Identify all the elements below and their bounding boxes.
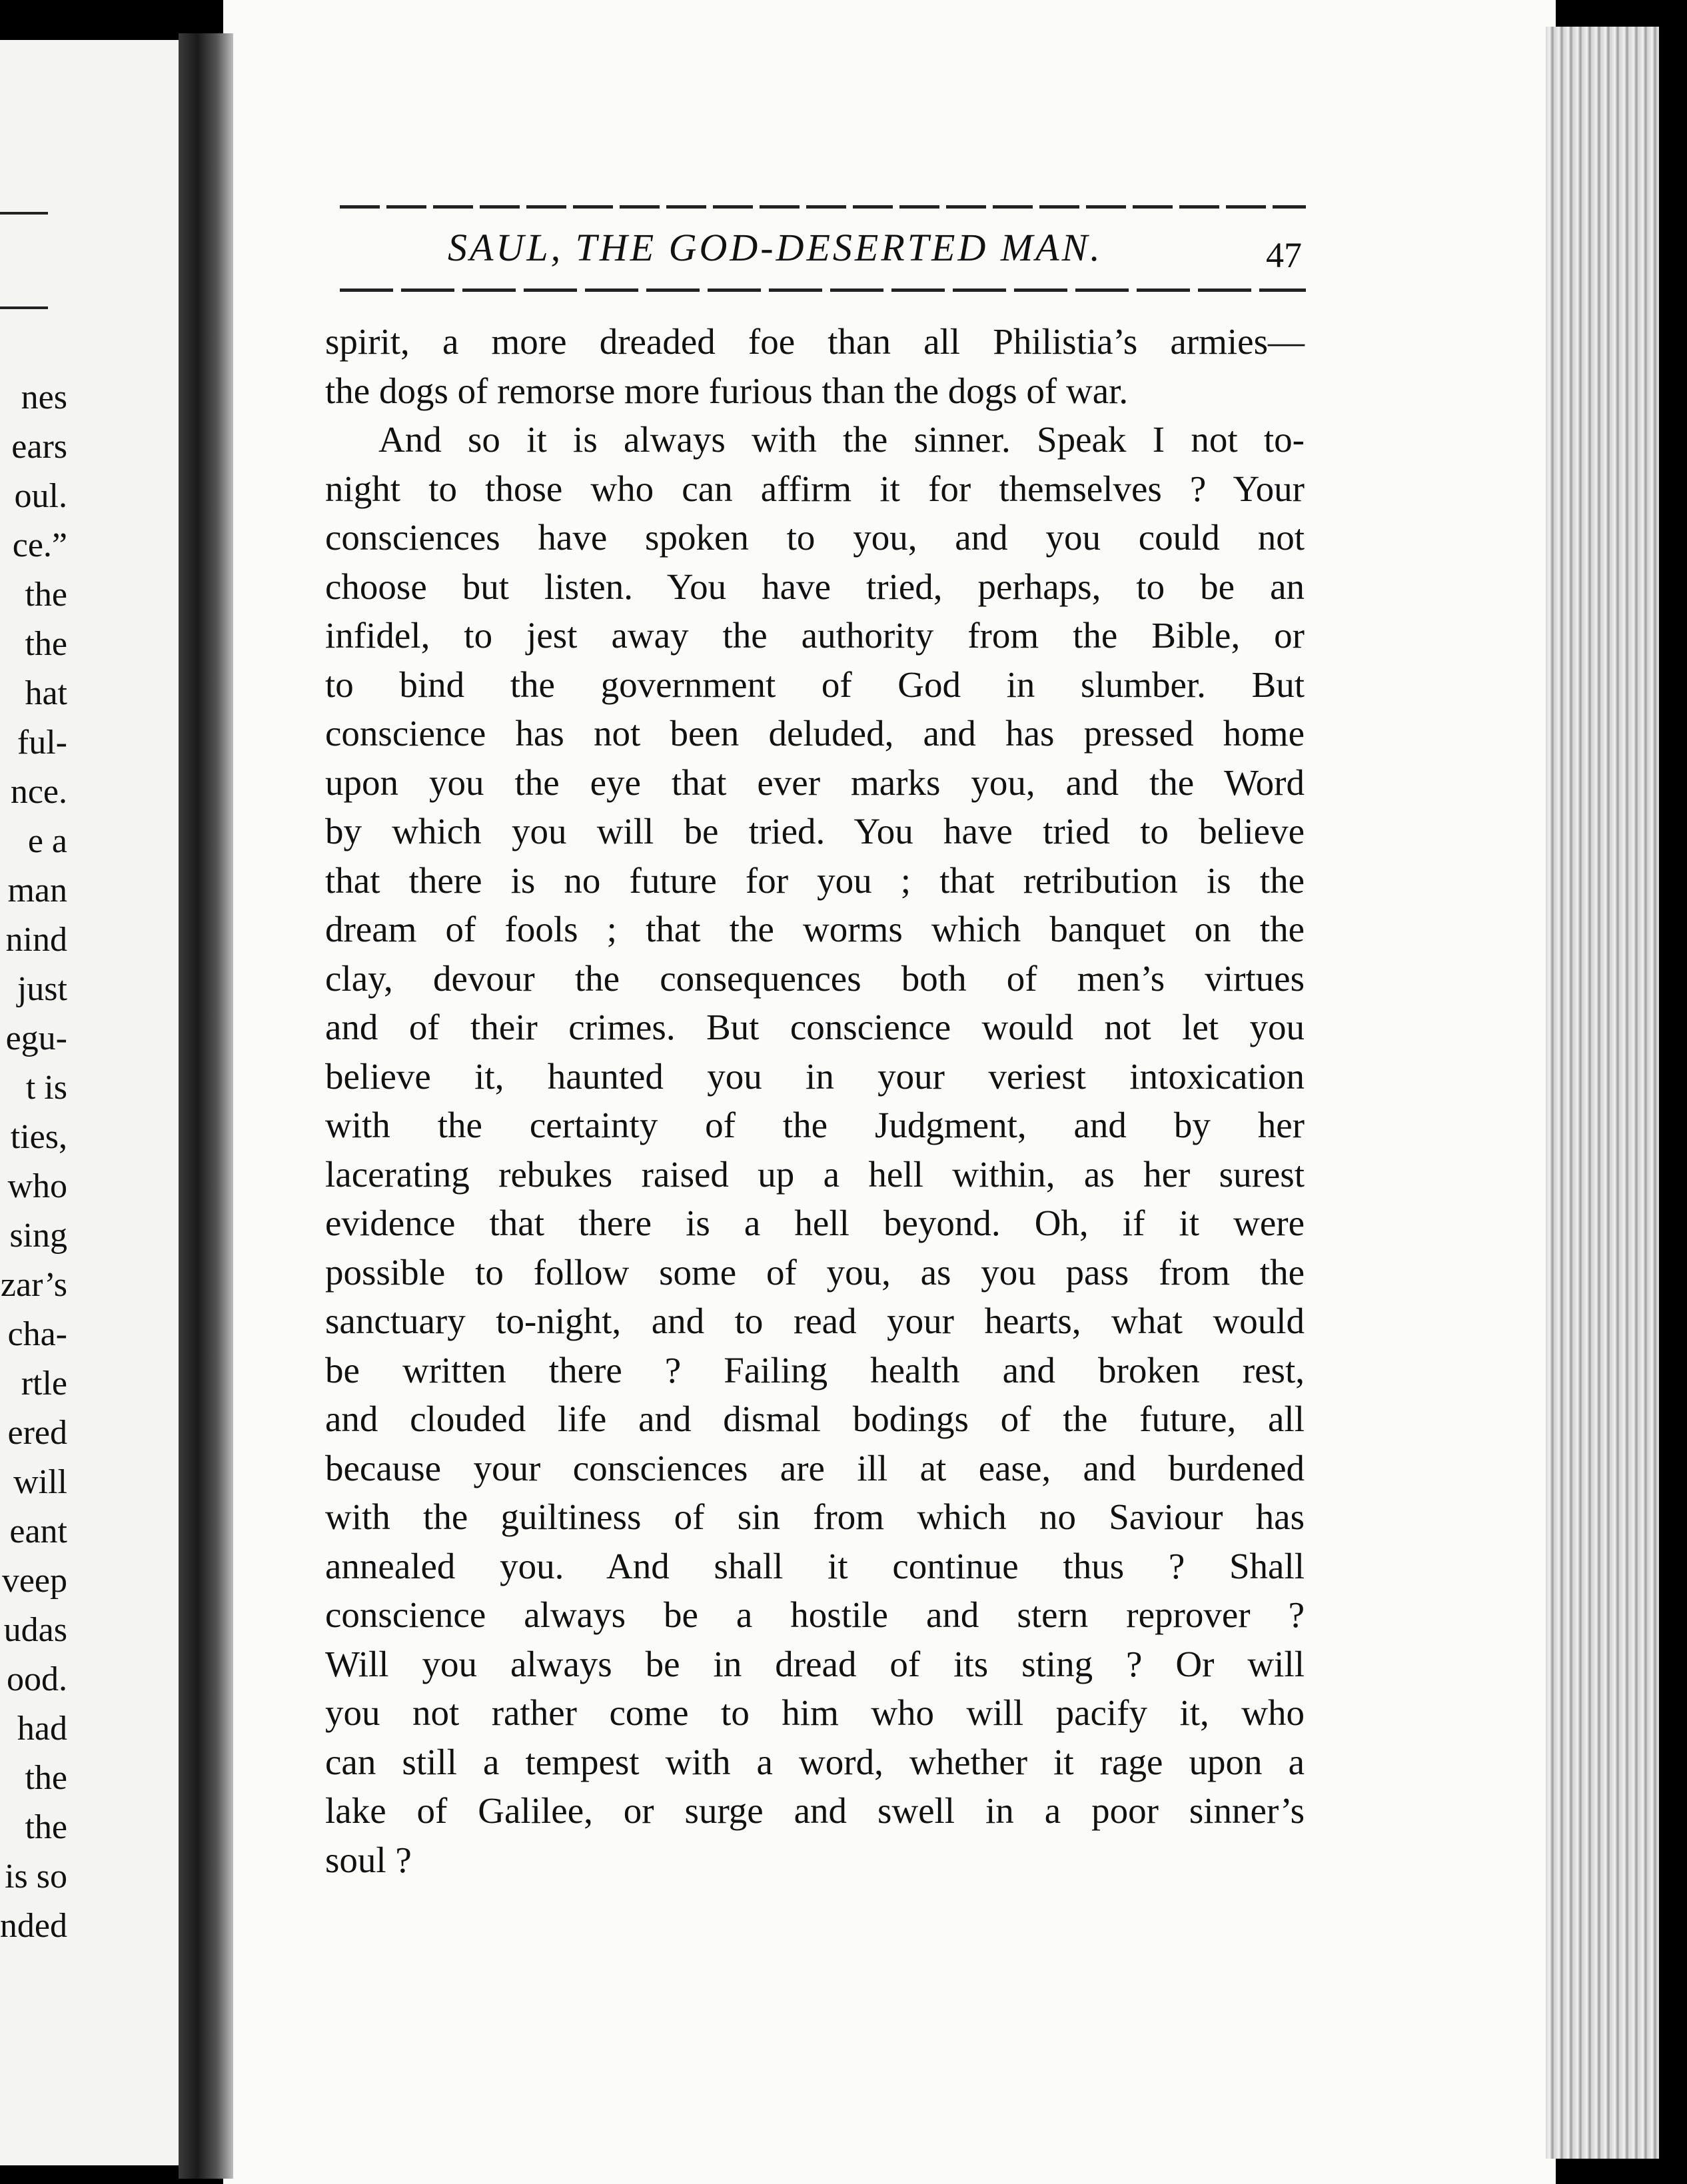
text-line: infidel, to jest away the authority from the Bible, or bbox=[325, 615, 1305, 656]
page-number: 47 bbox=[1266, 235, 1302, 275]
text-line: to bind the government of God in slumber. But bbox=[325, 664, 1305, 705]
left-page-line: nind bbox=[5, 921, 67, 959]
text-line: and clouded life and dismal bodings of the future, all bbox=[325, 1398, 1305, 1439]
left-page-line: oul. bbox=[14, 477, 67, 515]
text-line: consciences have spoken to you, and you could not bbox=[325, 517, 1305, 558]
text-line: by which you will be tried. You have tried to believe bbox=[325, 811, 1305, 851]
text-line: with the guiltiness of sin from which no Saviour has bbox=[325, 1496, 1305, 1537]
text-line: with the certainty of the Judgment, and by her bbox=[325, 1105, 1305, 1145]
left-page-line: the bbox=[25, 576, 67, 614]
text-line: because your consciences are ill at ease, and burdened bbox=[325, 1447, 1305, 1488]
text-line: possible to follow some of you, as you pass from the bbox=[325, 1251, 1305, 1293]
text-line: lacerating rebukes raised up a hell within, as her surest bbox=[325, 1153, 1305, 1195]
text-line: evidence that there is a hell beyond. Oh, if it were bbox=[325, 1203, 1305, 1243]
text-line: you not rather come to him who will pacify it, who bbox=[325, 1692, 1305, 1733]
left-page-line: had bbox=[17, 1710, 67, 1748]
header-rule-bottom bbox=[340, 288, 1306, 292]
left-page-rule bbox=[0, 212, 48, 215]
left-page-line: the bbox=[25, 625, 67, 663]
text-line: spirit, a more dreaded foe than all Philistia’s armies— bbox=[325, 321, 1305, 362]
left-page-line: ood. bbox=[7, 1660, 67, 1698]
text-line: upon you the eye that ever marks you, and the Word bbox=[325, 762, 1305, 803]
left-page-line: ful- bbox=[17, 724, 67, 762]
left-page-line: t is bbox=[25, 1069, 67, 1107]
left-page-line: is so bbox=[5, 1858, 67, 1896]
body-text bbox=[325, 317, 1305, 1884]
text-line: that there is no future for you ; that retribution is the bbox=[325, 859, 1305, 901]
left-page-line: zar’s bbox=[0, 1266, 67, 1304]
book-binding-gutter bbox=[179, 33, 233, 2179]
text-line: believe it, haunted you in your veriest intoxication bbox=[325, 1055, 1305, 1097]
text-line: be written there ? Failing health and broken rest, bbox=[325, 1349, 1305, 1390]
text-line: can still a tempest with a word, whether it rage upon a bbox=[325, 1741, 1305, 1782]
left-page-line: hat bbox=[25, 674, 67, 712]
running-head-title: SAUL, THE GOD-DESERTED MAN. bbox=[448, 226, 1103, 269]
left-page-text bbox=[0, 373, 67, 1951]
text-line: dream of fools ; that the worms which banquet on the bbox=[325, 909, 1305, 949]
text-line: conscience always be a hostile and stern reprover ? bbox=[325, 1594, 1305, 1635]
left-page-line: man bbox=[7, 871, 67, 909]
text-line: choose but listen. You have tried, perhaps, to be an bbox=[325, 566, 1305, 607]
left-page-rule bbox=[0, 306, 48, 309]
left-page-line: eant bbox=[9, 1512, 67, 1550]
left-page-line: will bbox=[13, 1463, 67, 1501]
left-page-line: udas bbox=[3, 1611, 67, 1649]
left-page-line: who bbox=[7, 1167, 67, 1205]
left-page-line: nded bbox=[0, 1907, 67, 1945]
text-line: and of their crimes. But conscience would not let you bbox=[325, 1007, 1305, 1047]
left-page-line: nce. bbox=[10, 773, 67, 811]
left-page-line: rtle bbox=[21, 1365, 67, 1402]
text-line: night to those who can affirm it for themselves ? Your bbox=[325, 468, 1305, 509]
text-line: lake of Galilee, or surge and swell in a poor sinner’s bbox=[325, 1790, 1305, 1831]
left-page-line: egu- bbox=[5, 1019, 67, 1057]
left-page-fragment bbox=[0, 40, 190, 2165]
text-line: sanctuary to-night, and to read your hearts, what would bbox=[325, 1301, 1305, 1341]
text-line: Will you always be in dread of its sting ? Or will bbox=[325, 1643, 1305, 1684]
left-page-line: ties, bbox=[10, 1118, 67, 1156]
left-page-line: sing bbox=[9, 1217, 67, 1255]
text-line: the dogs of remorse more furious than the dogs of war. bbox=[325, 370, 1129, 411]
text-line: annealed you. And shall it continue thus ? Shall bbox=[325, 1545, 1305, 1586]
header-rule-top bbox=[340, 205, 1306, 209]
left-page-line: just bbox=[17, 970, 67, 1008]
text-line: conscience has not been deluded, and has pressed home bbox=[325, 713, 1305, 754]
left-page-line: cha- bbox=[7, 1315, 67, 1353]
text-line: soul ? bbox=[325, 1839, 412, 1880]
left-page-line: ce.” bbox=[12, 526, 67, 564]
left-page-line: ered bbox=[7, 1414, 67, 1452]
left-page-line: the bbox=[25, 1808, 67, 1846]
text-line: And so it is always with the sinner. Speak I not to- bbox=[378, 419, 1305, 460]
left-page-line: e a bbox=[27, 822, 67, 860]
left-page-line: ears bbox=[11, 428, 67, 466]
page-edges bbox=[1546, 27, 1659, 2159]
left-page-line: the bbox=[25, 1759, 67, 1797]
left-page-line: nes bbox=[21, 378, 67, 416]
text-line: clay, devour the consequences both of men’s virtues bbox=[325, 957, 1305, 999]
left-page-line: veep bbox=[1, 1562, 67, 1600]
